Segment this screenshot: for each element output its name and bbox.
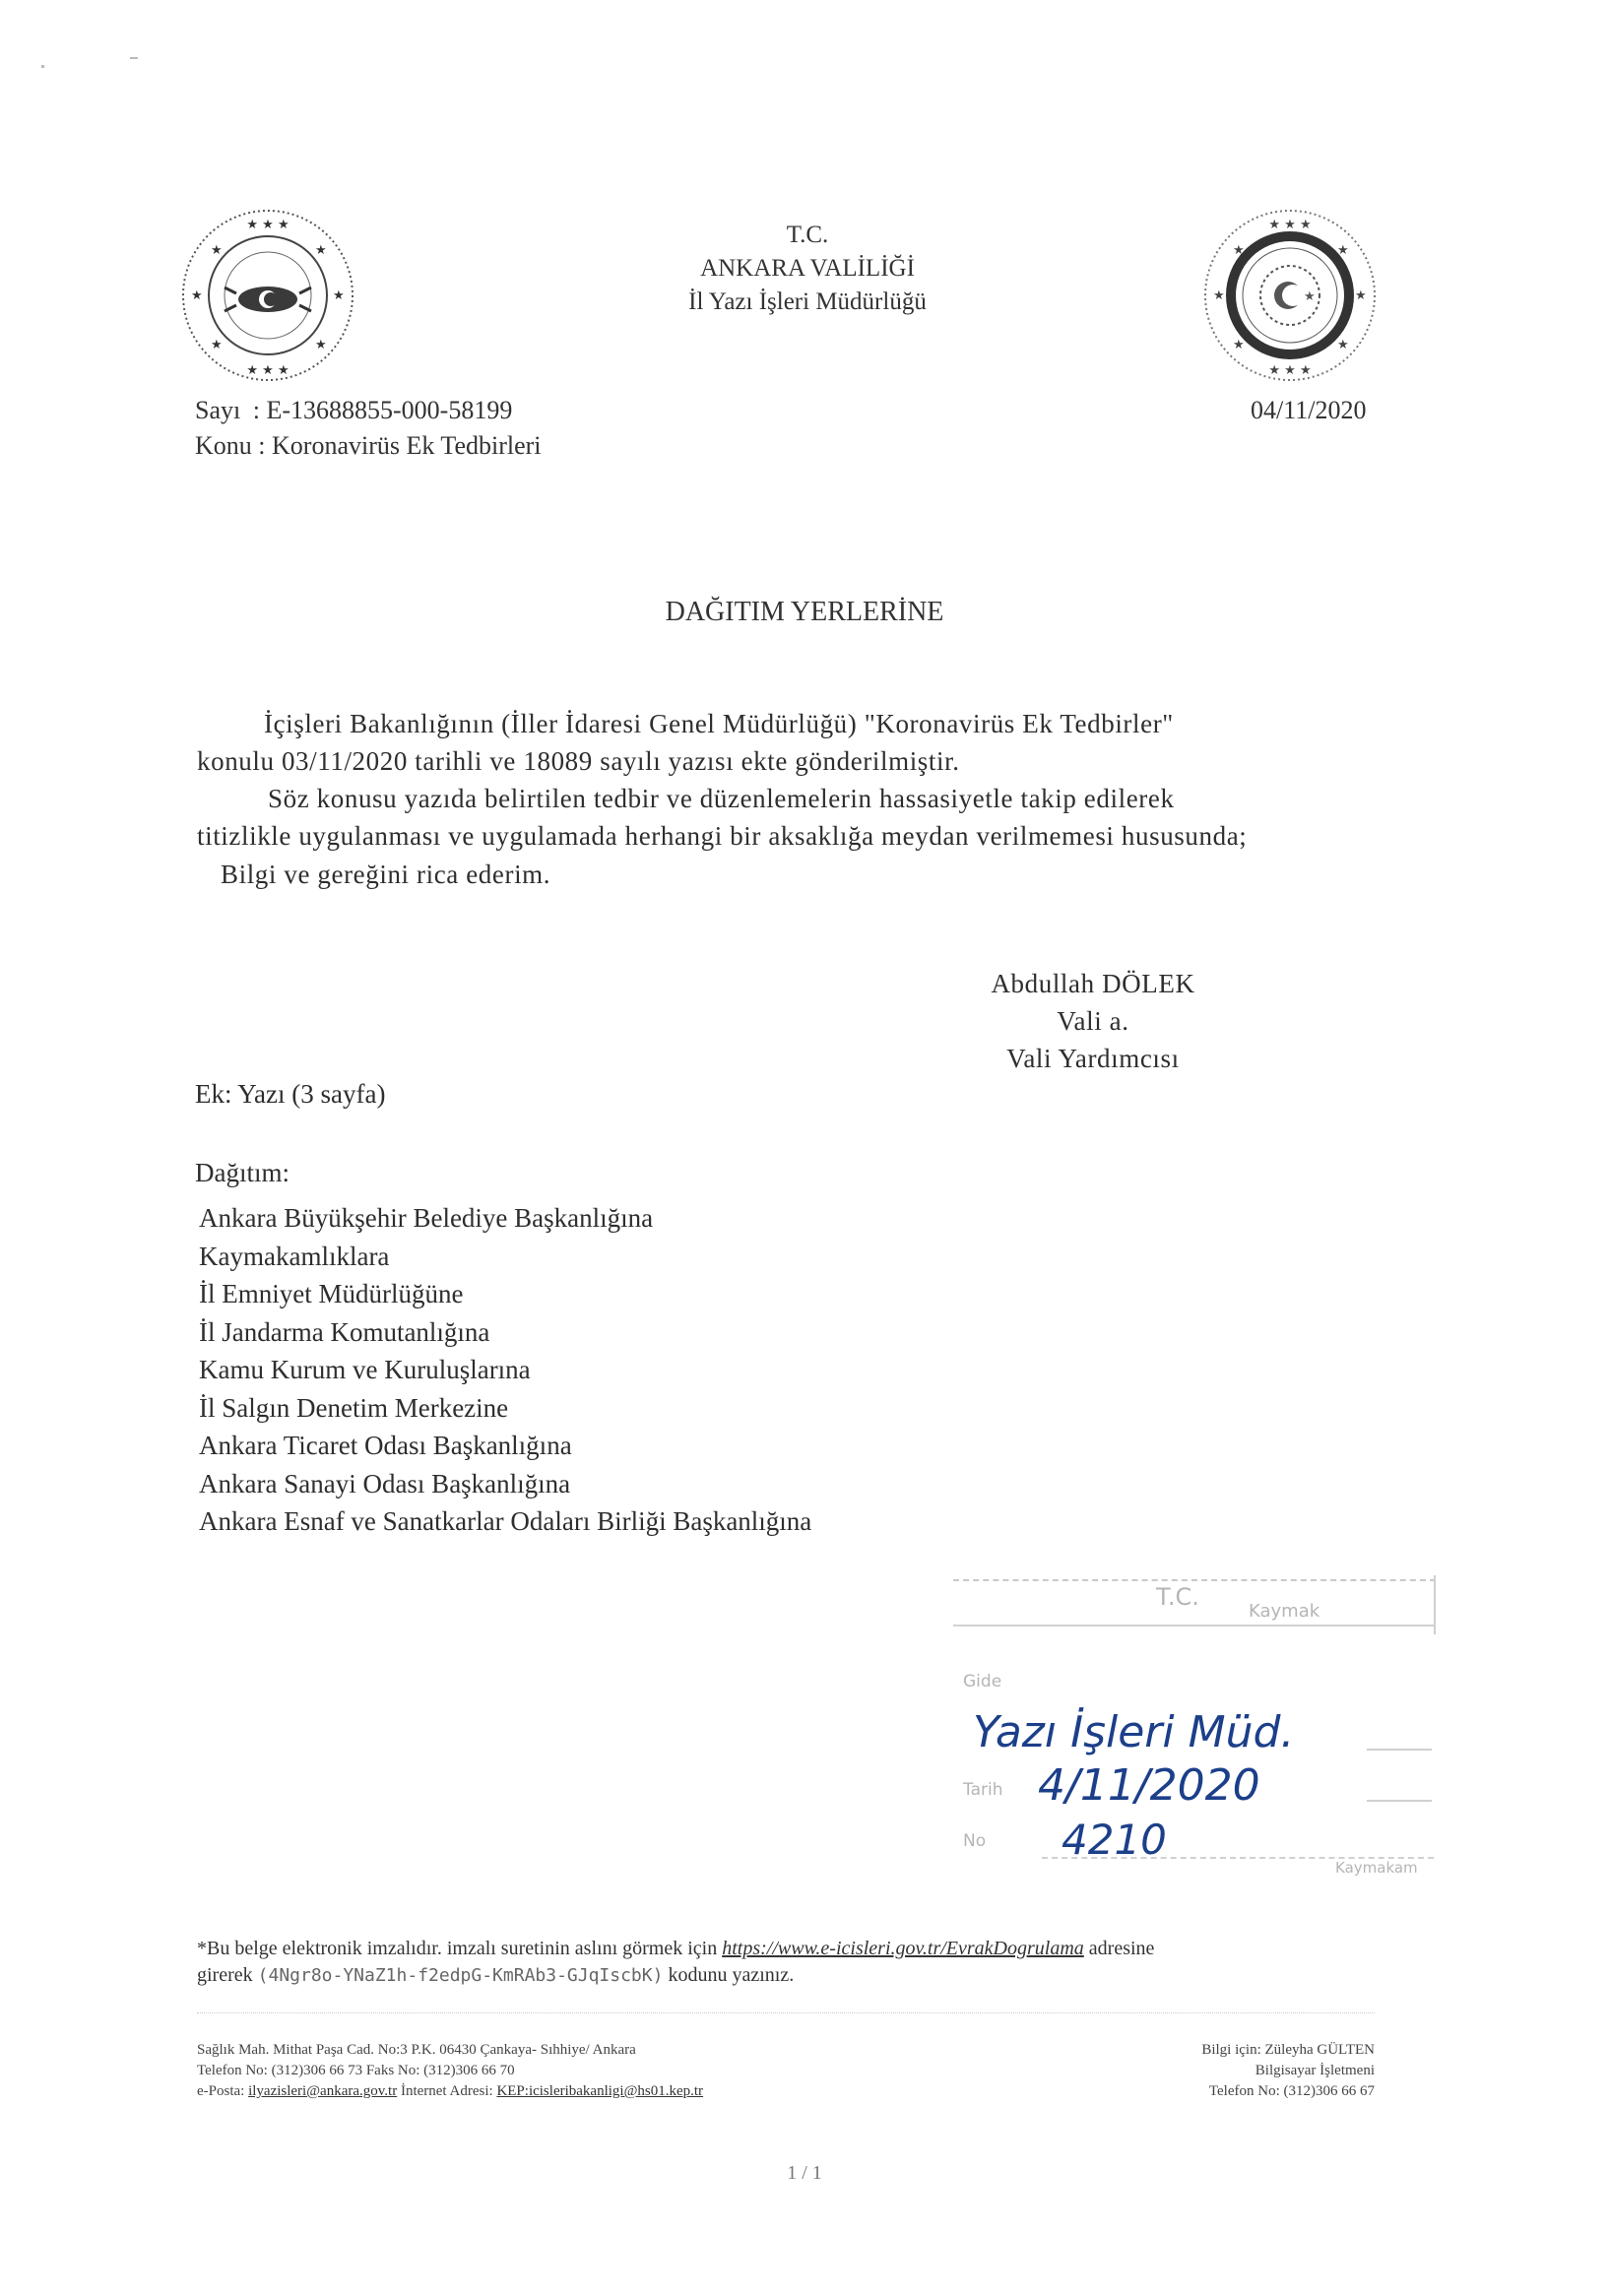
footer-right (1073, 2040, 1375, 2102)
distribution-list (199, 1199, 811, 1541)
konu-row (195, 431, 542, 461)
footer-contact (197, 2081, 703, 2102)
verification-link[interactable]: https://www.e-icisleri.gov.tr/EvrakDogrulama (722, 1938, 1084, 1959)
stamp-subtitle: Kaymak (1249, 1601, 1320, 1622)
body-p2-line1: Söz konusu yazıda belirtilen tedbir ve düzenlemelerin hassasiyetle takip edilerek (268, 784, 1175, 813)
body-p1-line2: konulu 03/11/2020 tarihli ve 18089 sayılı yazısı ekte gönderilmiştir. (197, 746, 960, 776)
body-p2-line2: titizlikle uygulanması ve uygulamada herhangi bir aksaklığa meydan verilmemesi hususunda; (197, 821, 1248, 851)
verification-code: (4Ngr8o-YNaZ1h-f2edpG-KmRAb3-GJqIscbK) (257, 1965, 664, 1986)
footer-info-phone: Telefon No: (312)306 66 67 (1208, 2083, 1375, 2099)
attachment-note: Ek: Yazı (3 sayfa) (195, 1079, 386, 1109)
svg-text:★: ★ (1337, 243, 1349, 258)
governorship-seal-icon (1199, 205, 1381, 386)
page-number: 1 / 1 (787, 2162, 822, 2184)
sayi-row (195, 396, 512, 425)
stamp-footer: Kaymakam (1335, 1859, 1418, 1877)
svg-text:★ ★ ★: ★ ★ ★ (1268, 218, 1312, 232)
distribution-item: Ankara Büyükşehir Belediye Başkanlığına (199, 1203, 654, 1233)
body-p1-line1: İçişleri Bakanlığının (İller İdaresi Genel Müdürlüğü) "Koronavirüs Ek Tedbirler" (264, 709, 1174, 738)
email-label: e-Posta: (197, 2083, 245, 2099)
header-institution: ANKARA VALİLİĞİ (700, 255, 915, 282)
svg-text:★: ★ (1304, 289, 1316, 304)
distribution-item: İl Emniyet Müdürlüğüne (199, 1279, 464, 1308)
distribution-item: İl Salgın Denetim Merkezine (199, 1392, 509, 1423)
distribution-item: Ankara Sanayi Odası Başkanlığına (199, 1468, 571, 1499)
addressee: DAĞITIM YERLERİNE (665, 597, 944, 627)
svg-text:★ ★ ★: ★ ★ ★ (246, 218, 290, 232)
receipt-stamp (953, 1571, 1438, 1877)
svg-text:★: ★ (333, 288, 345, 303)
ministry-seal-icon (177, 205, 358, 386)
distribution-label: Dağıtım: (195, 1158, 290, 1187)
sayi-label: Sayı (195, 396, 241, 424)
signer-name: Abdullah DÖLEK (991, 969, 1195, 998)
scan-speck (130, 57, 138, 59)
svg-text:★ ★ ★: ★ ★ ★ (246, 363, 290, 378)
esign-note-text: *Bu belge elektronik imzalıdır. imzalı suretinin aslını görmek için (197, 1938, 718, 1959)
distribution-item: İl Jandarma Komutanlığına (199, 1316, 490, 1347)
footer-phone: Telefon No: (312)306 66 73 Faks No: (312)306 66 70 (197, 2063, 515, 2078)
esign-note-text: kodunu yazınız. (668, 1964, 795, 1986)
svg-text:★: ★ (1213, 288, 1225, 303)
svg-text:★: ★ (315, 243, 327, 258)
konu-label: Konu (195, 431, 252, 460)
signer-title-2: Vali Yardımcısı (1006, 1044, 1180, 1073)
stamp-tarih-label: Tarih (963, 1780, 1003, 1800)
svg-text:★: ★ (1233, 243, 1245, 258)
svg-text:★: ★ (211, 243, 223, 258)
svg-text:★: ★ (1233, 338, 1245, 352)
header-department: İl Yazı İşleri Müdürlüğü (688, 288, 927, 315)
footer-left (197, 2040, 703, 2102)
svg-text:★: ★ (1355, 288, 1367, 303)
signer-title-1: Vali a. (1057, 1006, 1129, 1036)
stamp-divider (953, 1625, 1436, 1626)
esign-note-line1 (197, 1938, 1154, 1960)
esign-note-line2 (197, 1964, 794, 1987)
esign-note-text: adresine (1088, 1938, 1155, 1959)
stamp-line (1367, 1749, 1432, 1751)
web-label: İnternet Adresi: (400, 2083, 493, 2099)
svg-text:★ ★ ★: ★ ★ ★ (1268, 363, 1312, 378)
stamp-no-label: No (963, 1831, 987, 1851)
distribution-item: Kaymakamlıklara (199, 1241, 390, 1271)
footer-address: Sağlık Mah. Mithat Paşa Cad. No:3 P.K. 06430 Çankaya- Sıhhiye/ Ankara (197, 2042, 636, 2058)
footer-kep-link[interactable]: KEP:icisleribakanligi@hs01.kep.tr (496, 2083, 704, 2099)
svg-text:★: ★ (315, 338, 327, 352)
body-p3: Bilgi ve gereğini rica ederim. (221, 860, 551, 889)
svg-text:★: ★ (211, 338, 223, 352)
footer-info-role: Bilgisayar İşletmeni (1255, 2063, 1375, 2078)
handwritten-date: 4/11/2020 (1038, 1760, 1260, 1811)
svg-text:★: ★ (1337, 338, 1349, 352)
header-tc: T.C. (786, 222, 829, 248)
distribution-item: Ankara Ticaret Odası Başkanlığına (199, 1431, 572, 1460)
konu-value: : Koronavirüs Ek Tedbirleri (258, 431, 542, 460)
svg-text:★: ★ (191, 288, 203, 303)
footer-email-link[interactable]: ilyazisleri@ankara.gov.tr (248, 2083, 398, 2099)
document-date: 04/11/2020 (1251, 396, 1367, 424)
distribution-item: Ankara Esnaf ve Sanatkarlar Odaları Birliği Başkanlığına (199, 1506, 812, 1536)
sayi-value: : E-13688855-000-58199 (252, 396, 513, 424)
stamp-gid-label: Gide (963, 1672, 1002, 1691)
signature-block (945, 965, 1241, 1077)
footer-separator (197, 2012, 1375, 2013)
footer-info: Bilgi için: Züleyha GÜLTEN (1201, 2042, 1375, 2058)
handwritten-number: 4210 (1062, 1816, 1167, 1864)
handwritten-department: Yazı İşleri Müd. (973, 1707, 1295, 1757)
scan-speck (41, 65, 44, 68)
esign-note-text: girerek (197, 1964, 253, 1986)
stamp-line (1367, 1800, 1432, 1802)
stamp-border-top (953, 1579, 1436, 1581)
distribution-item: Kamu Kurum ve Kuruluşlarına (199, 1355, 531, 1384)
stamp-title: T.C. (1156, 1583, 1199, 1611)
